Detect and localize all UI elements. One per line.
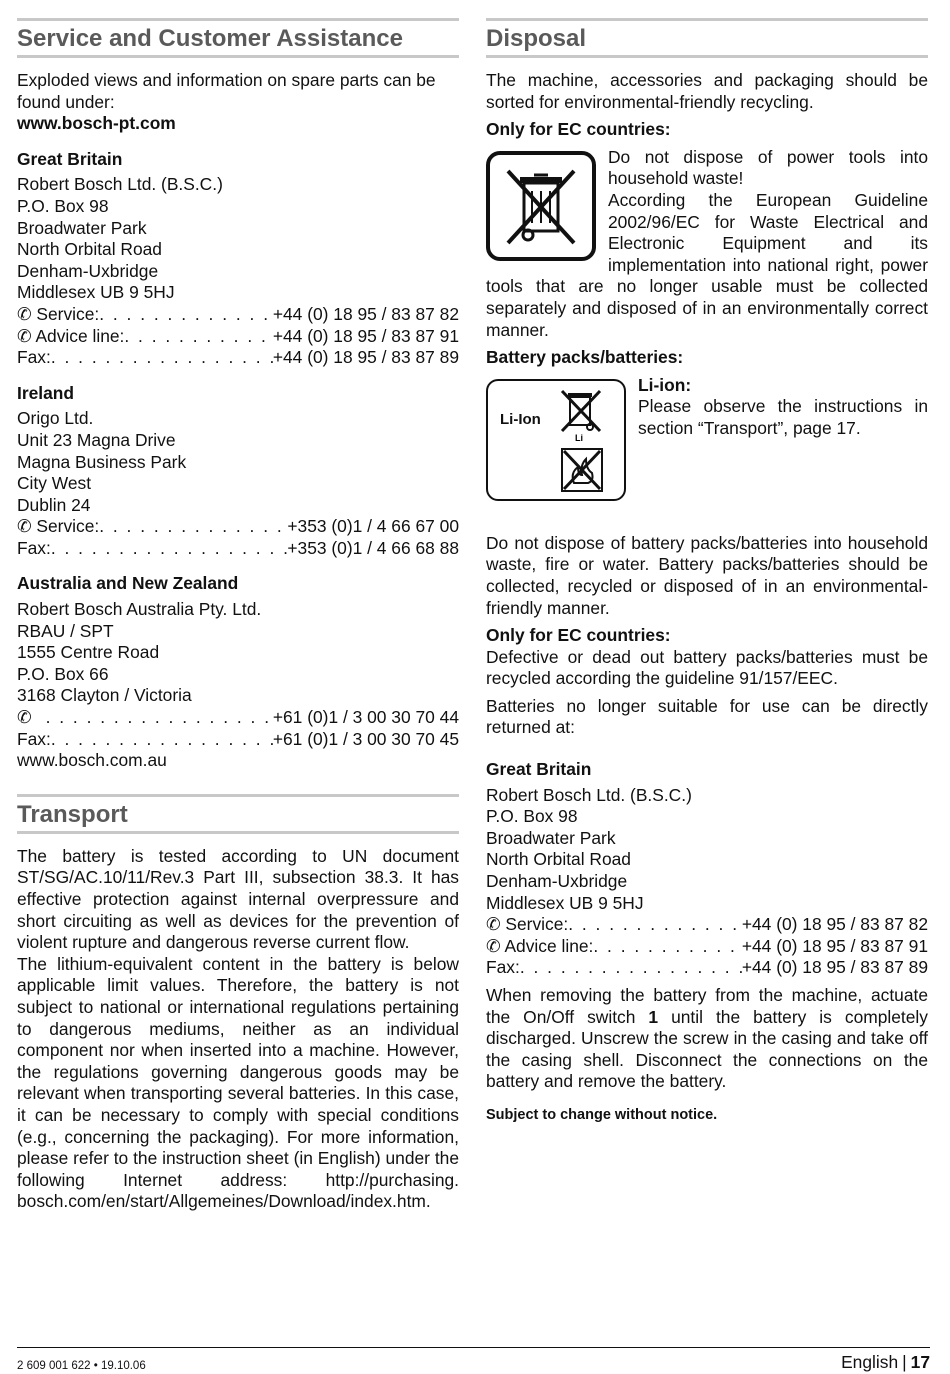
address-line: P.O. Box 66: [17, 663, 109, 684]
fax-value: +44 (0) 18 95 / 83 87 89: [272, 347, 459, 368]
phone-service-row: [17, 304, 459, 326]
fax-row: [17, 729, 459, 751]
leader-dots: [99, 516, 287, 538]
fax-value: +61 (0)1 / 3 00 30 70 45: [272, 728, 459, 749]
page-footer: [17, 1347, 930, 1374]
address-line: City West: [17, 473, 92, 494]
crossed-out-wheelie-bin-icon: [486, 151, 596, 261]
ec2-text: Defective or dead out battery packs/batteries must be recycled according the guideline 91/157/EEC.: [486, 646, 928, 689]
fax-label: Fax:: [17, 347, 51, 368]
address-block-au: [17, 573, 459, 771]
weee-icon-box: [486, 151, 596, 261]
address-line: Unit 23 Magna Drive: [17, 429, 176, 450]
liion-icon-box: [486, 379, 626, 501]
leader-dots: [46, 707, 273, 729]
address-line: Origo Ltd.: [17, 408, 94, 429]
address-line: 3168 Clayton / Victoria: [17, 685, 192, 706]
leader-dots: [568, 914, 742, 936]
address-line: Denham-Uxbridge: [486, 871, 628, 892]
right-column: [486, 18, 928, 1127]
phone-service-value: +44 (0) 18 95 / 83 87 82: [272, 303, 459, 324]
address-line: Middlesex UB 9 5HJ: [17, 282, 175, 303]
address-line: Robert Bosch Ltd. (B.S.C.): [17, 174, 223, 195]
au-website: www.bosch.com.au: [17, 750, 167, 771]
fax-value: +353 (0)1 / 4 66 68 88: [287, 537, 459, 558]
fax-value: +44 (0) 18 95 / 83 87 89: [741, 957, 928, 978]
leader-dots: [593, 936, 741, 958]
battery-text: Do not dispose of battery packs/batteries into household waste, fire or water. Battery packs/batteries should be collected, recycled or disposed of in an environmental-friendly manner.: [486, 532, 928, 618]
phone-advice-row: [486, 936, 928, 958]
ec-text-2: According the European Guideline 2002/96/EC for Waste Electrical and Electronic Equipment and its implementation into national right, power tools that are no longer usable must be collected separately and disposed of in an environmentally correct manner.: [486, 189, 928, 340]
phone-advice-value: +44 (0) 18 95 / 83 87 91: [272, 325, 459, 346]
fax-row: [486, 957, 928, 979]
change-notice: Subject to change without notice.: [486, 1106, 718, 1123]
liion-title: Li-ion:: [638, 374, 692, 395]
address-block-gb: [17, 149, 459, 369]
service-heading: Service and Customer Assistance: [17, 25, 403, 52]
removal-text-post: until the battery is completely discharged. Unscrew the screw in the casing and take off the casing shell. Disconnect the connections on the battery and remove the battery.: [486, 1006, 928, 1092]
phone-service-value: +353 (0)1 / 4 66 67 00: [287, 516, 459, 537]
fax-row: [17, 347, 459, 369]
transport-paragraph-2: The lithium-equivalent content in the battery is below applicable limit values. Therefore, the battery is not subject to national or international regulations pertaining to dangerous mediums, neither as an individual component nor when inserted into a machine. However, the regulations governing dangerous goods may be relevant when transporting several batteries. In this case, it can be necessary to comply with special conditions (e.g., concerning the packaging). For more information, please refer to the instruction sheet (in English) under the following Internet address: http://purchasing. bosch.com/en/start/Allgemeines/Download/index.htm.: [17, 953, 459, 1212]
transport-heading: Transport: [17, 800, 128, 828]
phone-label: ✆: [17, 707, 32, 728]
leader-dots: [520, 957, 742, 979]
ec-block: [486, 147, 928, 341]
phone-service-label: ✆ Service:: [17, 303, 100, 324]
liion-icon-label: Li-Ion: [500, 410, 541, 428]
leader-dots: [99, 304, 273, 326]
address-line: North Orbital Road: [17, 239, 162, 260]
ec-text-1: Do not dispose of power tools into household waste!: [608, 146, 928, 189]
address-line: Denham-Uxbridge: [17, 260, 159, 281]
liion-text: Please observe the instructions in section “Transport”, page 17.: [638, 396, 928, 438]
ec2-title: Only for EC countries:: [486, 625, 671, 646]
service-intro: Exploded views and information on spare parts can be found under:: [17, 70, 436, 112]
return-text: Batteries no longer suitable for use can be directly returned at:: [486, 695, 928, 738]
battery-title: Battery packs/batteries:: [486, 347, 684, 368]
address-au-title: Australia and New Zealand: [17, 573, 239, 594]
left-column: [17, 18, 459, 1213]
liion-icon-sublabel: Li: [575, 432, 583, 441]
disposal-section-header: [486, 18, 928, 58]
liion-block: [486, 375, 928, 505]
liion-symbol-icon: [486, 379, 626, 501]
address-line: Broadwater Park: [486, 827, 616, 848]
transport-paragraph-1: The battery is tested according to UN document ST/SG/AC.10/11/Rev.3 Part III, subsection 38.3. It has effective protection against internal overpressure and short circuiting as well as devices for the prevention of violent rupture and dangerous reverse current flow.: [17, 845, 459, 953]
phone-advice-row: [17, 326, 459, 348]
phone-service-row: [17, 516, 459, 538]
address-line: P.O. Box 98: [17, 195, 109, 216]
removal-text-pre: When removing the battery from the machine, actuate the On/Off switch: [486, 985, 928, 1027]
leader-dots: [124, 326, 272, 348]
fax-label: Fax:: [17, 728, 51, 749]
address-line: Dublin 24: [17, 494, 91, 515]
address-line: Middlesex UB 9 5HJ: [486, 892, 644, 913]
address-line: Magna Business Park: [17, 451, 187, 472]
phone-advice-label: ✆ Advice line:: [17, 325, 125, 346]
address-line: 1555 Centre Road: [17, 642, 160, 663]
fax-row: [17, 538, 459, 560]
leader-dots: [51, 538, 288, 560]
address-line: RBAU / SPT: [17, 620, 114, 641]
fax-label: Fax:: [17, 537, 51, 558]
address-block-ie: [17, 383, 459, 560]
service-section-header: [17, 18, 459, 58]
leader-dots: [51, 347, 273, 369]
ec-title: Only for EC countries:: [486, 119, 671, 140]
removal-text: [486, 985, 928, 1093]
address-line: Robert Bosch Ltd. (B.S.C.): [486, 784, 692, 805]
phone-value: +61 (0)1 / 3 00 30 70 44: [272, 707, 459, 728]
address-ie-title: Ireland: [17, 382, 75, 403]
no-fire-icon: [560, 447, 604, 493]
phone-advice-value: +44 (0) 18 95 / 83 87 91: [741, 935, 928, 956]
phone-advice-label: ✆ Advice line:: [486, 935, 594, 956]
doc-number: 2 609 001 622 • 19.10.06: [17, 1360, 146, 1372]
service-url: www.bosch-pt.com: [17, 113, 176, 134]
phone-service-value: +44 (0) 18 95 / 83 87 82: [741, 914, 928, 935]
address-line: North Orbital Road: [486, 849, 631, 870]
removal-text-number: 1: [648, 1006, 659, 1027]
phone-service-label: ✆ Service:: [17, 516, 100, 537]
address-gb-title: Great Britain: [486, 759, 592, 780]
address-gb-title: Great Britain: [17, 148, 123, 169]
crossed-out-bin-li-icon: [558, 387, 604, 441]
page-indicator: [841, 1352, 930, 1374]
phone-row: [17, 707, 459, 729]
fax-label: Fax:: [486, 957, 520, 978]
page-number: 17: [910, 1352, 930, 1372]
disposal-intro: The machine, accessories and packaging should be sorted for environmental-friendly recycling.: [486, 70, 928, 112]
address-line: Robert Bosch Australia Pty. Ltd.: [17, 599, 262, 620]
transport-section-header: [17, 794, 459, 834]
phone-service-row: [486, 914, 928, 936]
language-label: English: [841, 1352, 899, 1372]
address-line: Broadwater Park: [17, 217, 147, 238]
page-separator: |: [902, 1352, 907, 1372]
address-block-gb-return: [486, 759, 928, 979]
leader-dots: [51, 729, 273, 751]
disposal-heading: Disposal: [486, 25, 587, 52]
phone-service-label: ✆ Service:: [486, 914, 569, 935]
address-line: P.O. Box 98: [486, 806, 578, 827]
